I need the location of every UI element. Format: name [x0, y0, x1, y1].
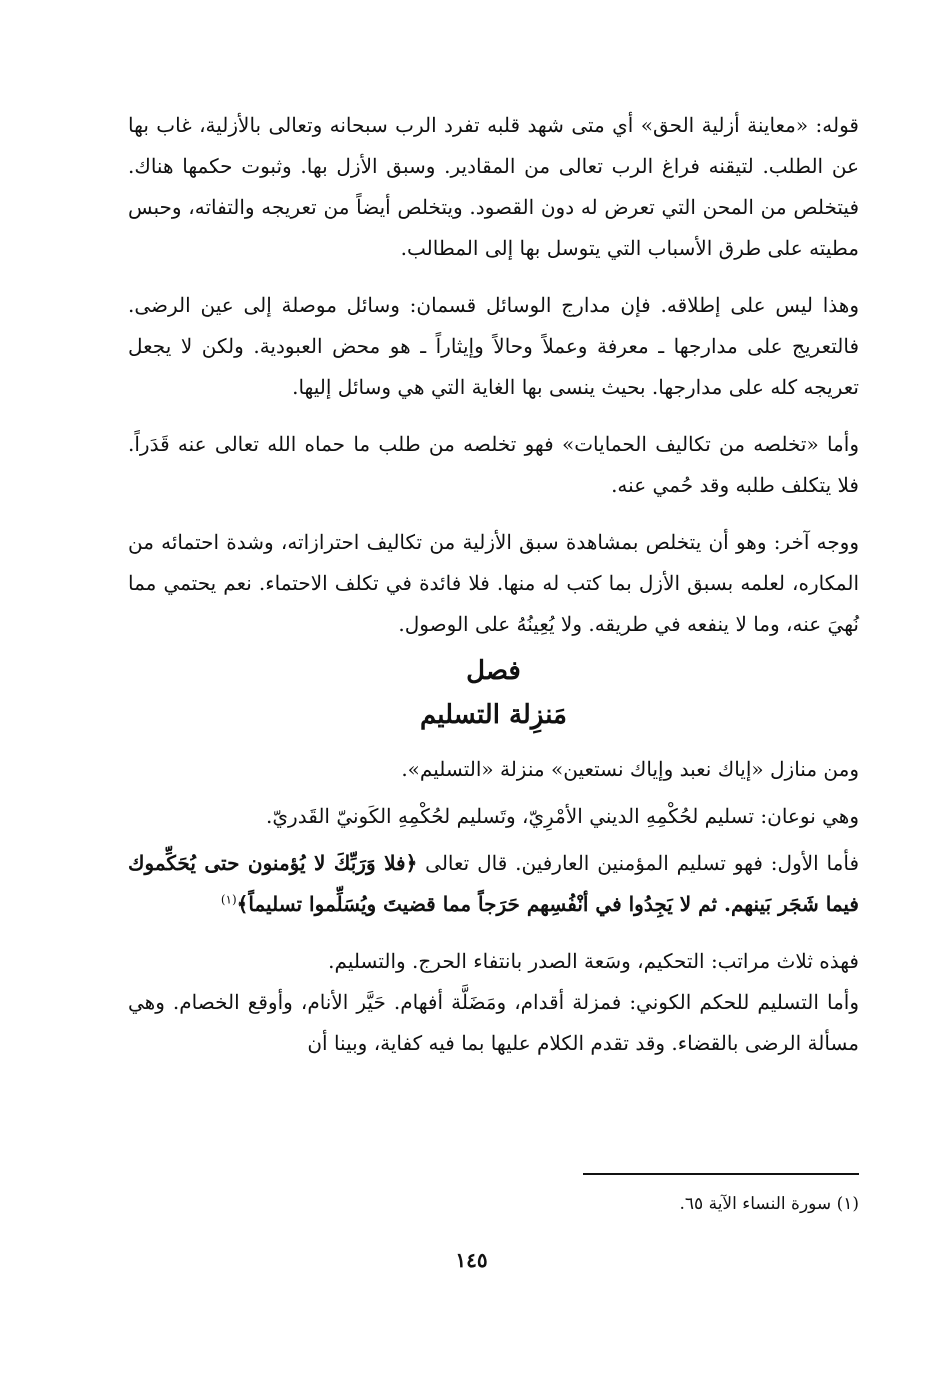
- section-title: مَنزِلة التسليم: [420, 700, 567, 730]
- section-label: فصل: [466, 656, 521, 686]
- section-heading: [128, 649, 859, 737]
- section-paragraph-4: فهذه ثلاث مراتب: التحكيم، وسَعة الصدر بانتفاء الحرج. والتسليم.: [328, 949, 859, 973]
- footnote-reference: (١): [220, 892, 237, 907]
- paragraph-intro: فأما الأول: فهو تسليم المؤمنين العارفين. قال تعالى: [425, 851, 860, 875]
- footnote-divider: [583, 1173, 859, 1175]
- section-paragraph-3: [128, 843, 859, 925]
- paragraph-2: وهذا ليس على إطلاقه. فإن مدارج الوسائل قسمان: وسائل موصلة إلى عين الرضى. فالتعريج على مدارجها ـ معرفة وعملاً وحالاً وإيثاراً ـ هو محض العبودية. ولكن لا يجعل تعريجه كله على مدارجها. بحيث ينسى بها الغاية التي هي وسائل إليها.: [128, 293, 860, 399]
- section-paragraph-5: وأما التسليم للحكم الكوني: فمزلة أقدام، ومَضَلَّة أفهام. حَيَّر الأنام، وأوقع الخصام. وهي مسألة الرضى بالقضاء. وقد تقدم الكلام عليها بما فيه كفاية، وبينا أن: [128, 990, 859, 1055]
- section-paragraph-1: ومن منازل «إياك نعبد وإياك نستعين» منزلة «التسليم».: [401, 757, 859, 781]
- quran-verse: ﴿فلا وَرَبِّكَ لا يُؤمنون حتى يُحَكِّموك فيما شَجَر بَينهم. ثم لا يَجِدُوا في أنْفُسِهم حَرَجاً مما قضيتَ ويُسَلِّموا تسليماً﴾: [128, 851, 859, 916]
- paragraph-1: قوله: «معاينة أزلية الحق» أي متى شهد قلبه تفرد الرب سبحانه وتعالى بالأزلية، غاب بها عن الطلب. لتيقنه فراغ الرب تعالى من المقادير. وسبق الأزل بها. وثبوت حكمها هناك. فيتخلص من المحن التي تعرض له دون القصود. ويتخلص أيضاً من تعريجه والتفاته، وحبس مطيته على طرق الأسباب التي يتوسل بها إلى المطالب.: [128, 113, 859, 260]
- paragraph-3: وأما «تخلصه من تكاليف الحمايات» فهو تخلصه من طلب ما حماه الله تعالى عنه قَدَراً. فلا يتكلف طلبه وقد حُمي عنه.: [128, 432, 859, 497]
- footnote: (١) سورة النساء الآية ٦٥.: [679, 1194, 859, 1214]
- section-paragraph-2: وهي نوعان: تسليم لحُكْمِهِ الديني الأمْرِيّ، وتَسليم لحُكْمِهِ الكَونيّ القَدريّ.: [266, 804, 859, 828]
- main-text: [128, 105, 859, 1064]
- paragraph-4: ووجه آخر: وهو أن يتخلص بمشاهدة سبق الأزلية من تكاليف احترازاته، وشدة احتمائه من المكاره، لعلمه بسبق الأزل بما كتب له منها. فلا فائدة في تكلف الاحتماء. نعم يحتمي مما نُهيَ عنه، وما لا ينفعه في طريقه. ولا يُعِينُهُ على الوصول.: [128, 530, 859, 636]
- page-number: ١٤٥: [455, 1248, 488, 1272]
